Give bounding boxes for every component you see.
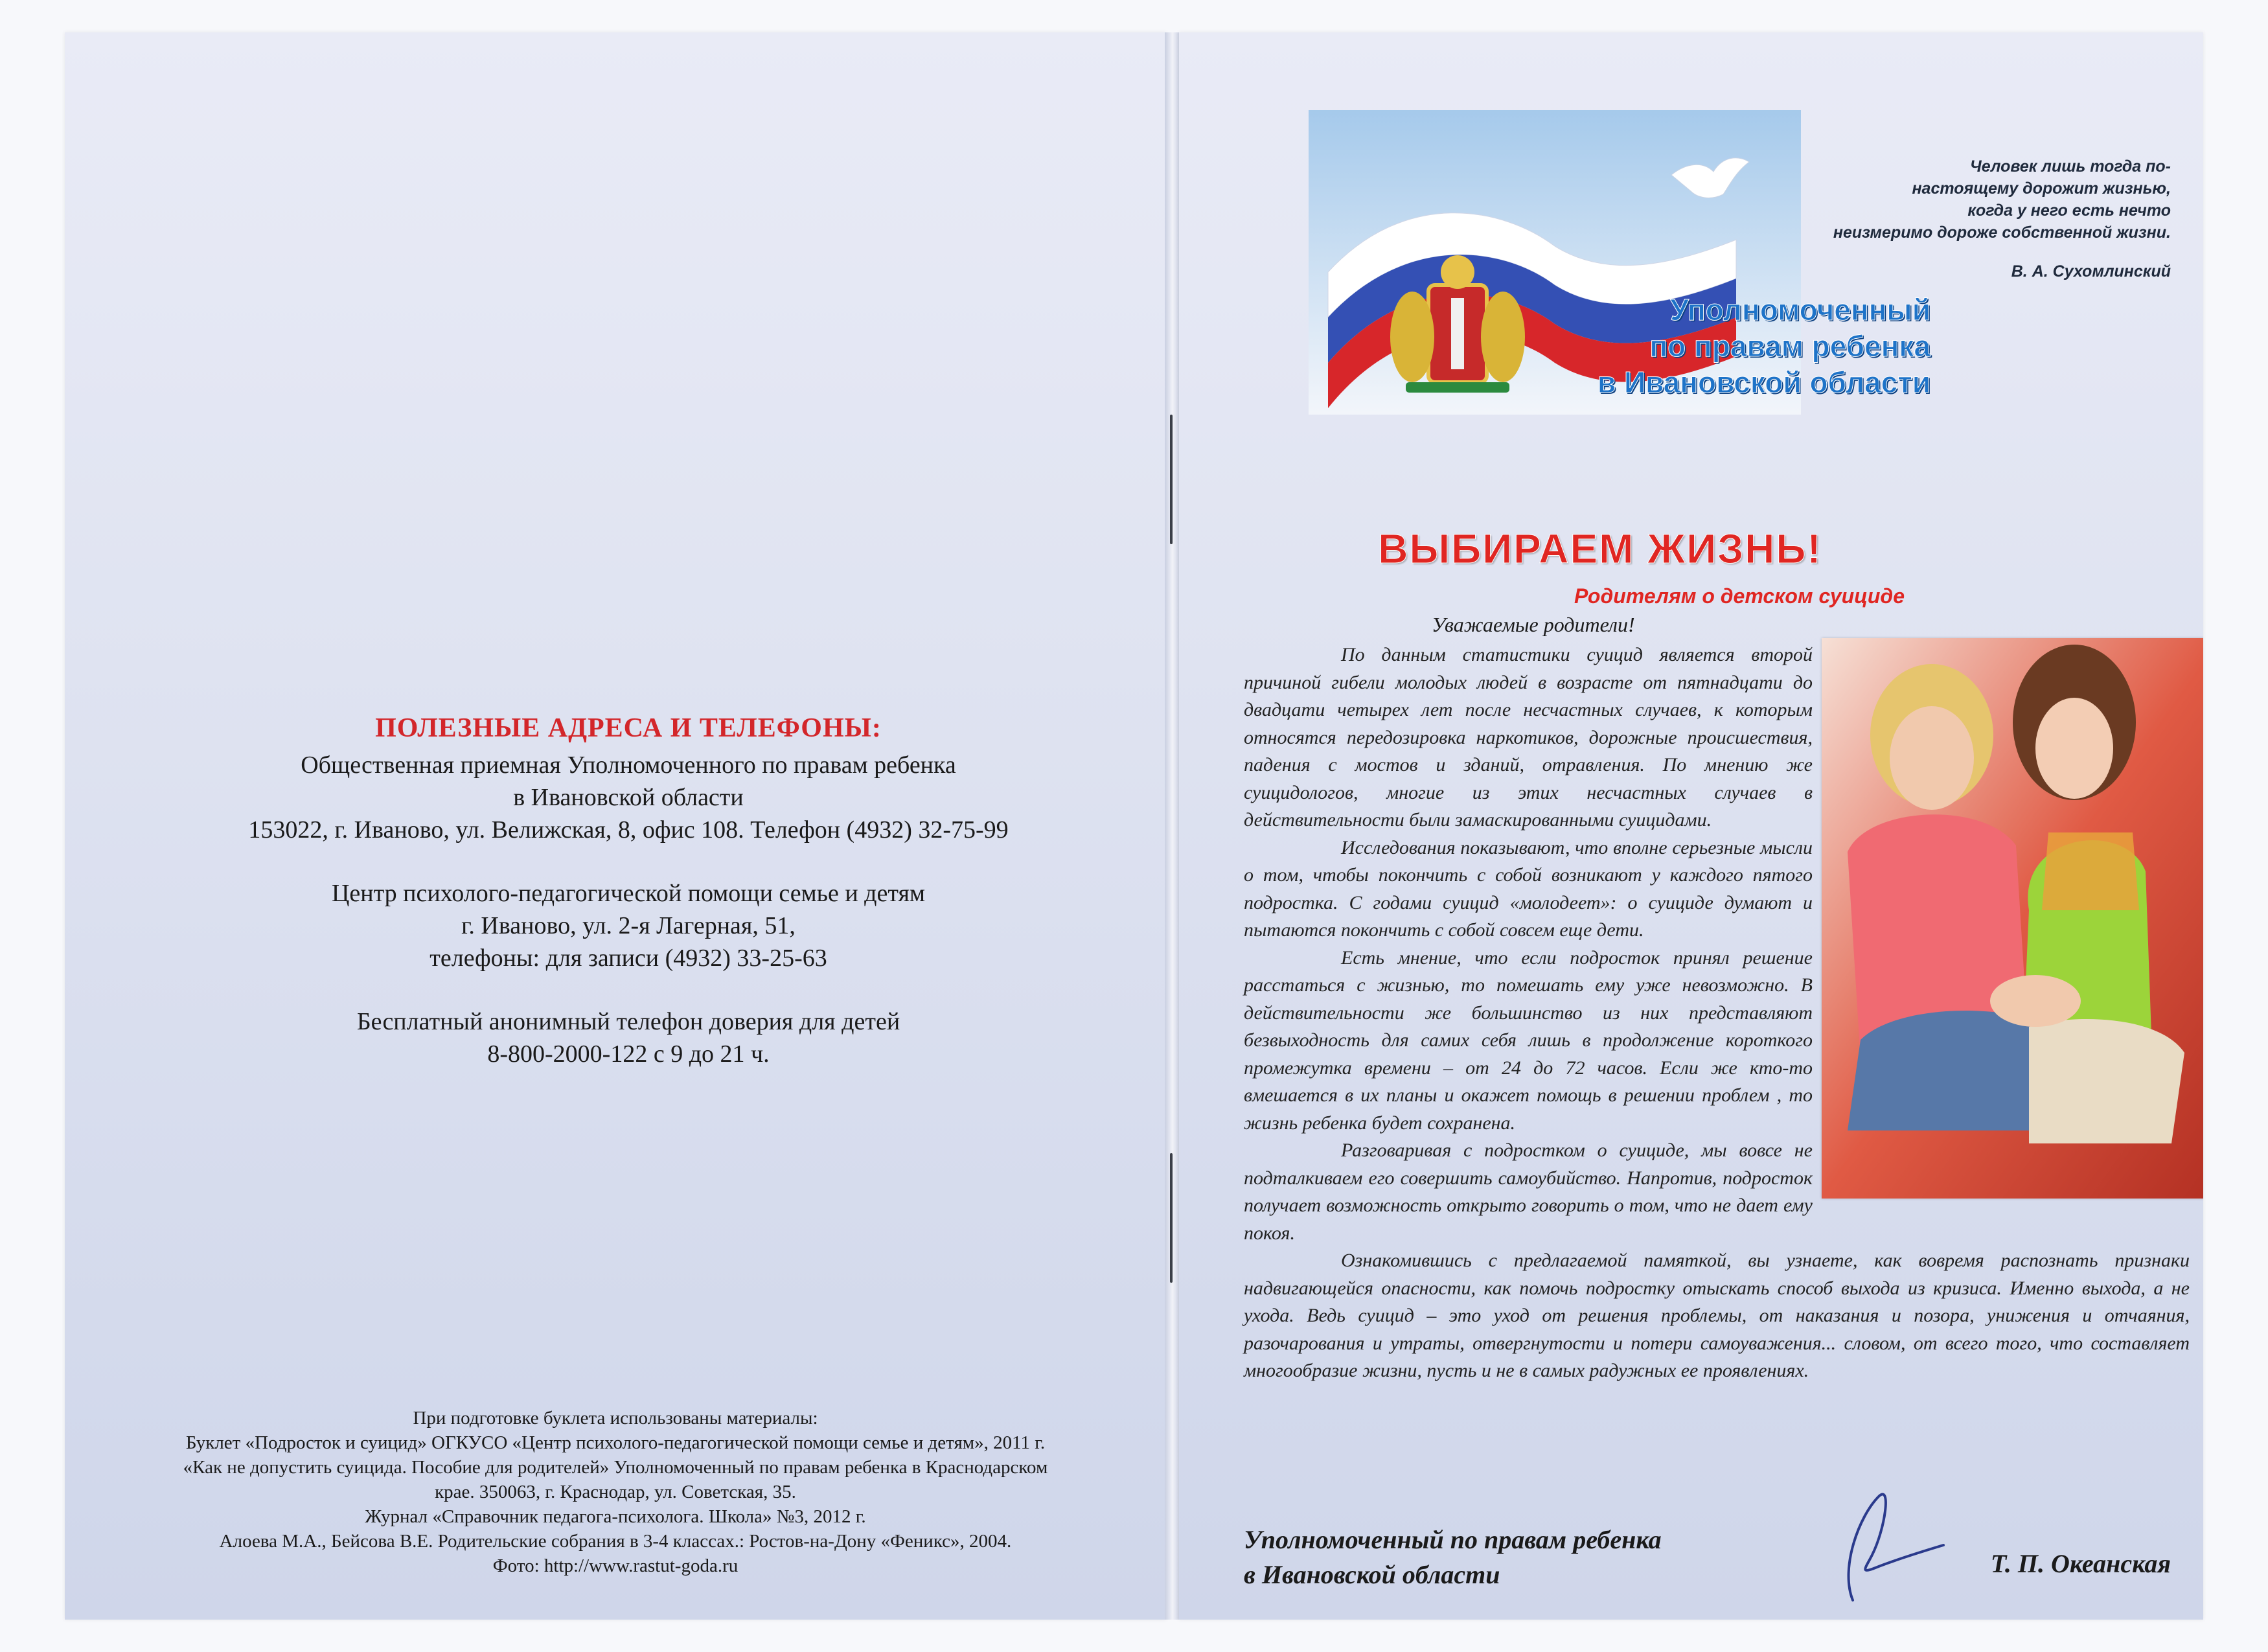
- source-line: Журнал «Справочник педагога-психолога. Школа» №3, 2012 г.: [365, 1506, 866, 1527]
- handwritten-signature-icon: [1814, 1477, 1956, 1607]
- hotline-label: Бесплатный анонимный телефон доверия для детей: [356, 1008, 900, 1035]
- center-name: Центр психолого-педагогической помощи семье и детям: [331, 880, 926, 907]
- banner-title-line: в Ивановской области: [1597, 365, 1930, 399]
- page-title: ВЫБИРАЕМ ЖИЗНЬ!: [1378, 525, 1822, 572]
- signature-organization: [1244, 1522, 1662, 1592]
- staple: [1170, 415, 1173, 544]
- article-body: [1244, 641, 2190, 1385]
- source-line: Фото: http://www.rastut-goda.ru: [492, 1555, 739, 1576]
- greeting: Уважаемые родители!: [1432, 613, 1635, 636]
- source-line: Алоева М.А., Бейсова В.Е. Родительские собрания в 3-4 классах.: Ростов-на-Дону «Феникс», 2004.: [219, 1531, 1012, 1552]
- center-phone: телефоны: для записи (4932) 33-25-63: [430, 945, 827, 972]
- sources-list: [104, 1406, 1127, 1578]
- ombudsman-reception-line2: в Ивановской области: [513, 784, 744, 811]
- source-line: «Как не допустить суицида. Пособие для родителей» Уполномоченный по правам ребенка в Краснодарском: [183, 1457, 1048, 1478]
- article-paragraph: Ознакомившись с предлагаемой памяткой, вы узнаете, как вовремя распознать признаки надвигающейся опасности, как помочь подростку отыскать способ выхода из кризиса. Именно выхода, а не ухода. Ведь суицид – это уход от решения проблемы, от наказания и позора, унижения и отчаяния, разочарования и утраты, отвергнутости и потери самоуважения... словом, от всего того, что составляет многообразие жизни, пусть и не в самых радужных ее проявлениях.: [1244, 1250, 2190, 1381]
- ombudsman-reception-line1: Общественная приемная Уполномоченного по правам ребенка: [301, 751, 956, 779]
- hotline-number: 8-800-2000-122 с 9 до 21 ч.: [487, 1040, 770, 1068]
- left-page: [65, 32, 1166, 1620]
- article-paragraph: Разговаривая с подростком о суициде, мы вовсе не подталкиваем его совершить самоубийство. Напротив, подросток получает возможность открыто говорить о том, что не дает ему покоя.: [1244, 1140, 1813, 1244]
- signature-org-line: в Ивановской области: [1244, 1560, 1500, 1589]
- quote-line: Человек лишь тогда по-: [1970, 157, 2171, 176]
- article-paragraph: По данным статистики суицид является второй причиной гибели молодых людей в возрасте от пятнадцати до двадцати четырех лет после несчастных случаев, к которым относятся передозировка наркотиков, дорожные происшествия, падения с мостов и зданий, отравления. По мнению же суицидологов, многие из этих несчастных случаев в действительности были замаскированными суицидами.: [1244, 644, 1813, 831]
- addresses-title: ПОЛЕЗНЫЕ АДРЕСА И ТЕЛЕФОНЫ:: [375, 713, 882, 743]
- signature-name: Т. П. Океанская: [1990, 1549, 2171, 1578]
- epigraph-quote: [1704, 155, 2171, 282]
- quote-line: когда у него есть нечто: [1967, 201, 2171, 220]
- source-line: При подготовке буклета использованы материалы:: [413, 1408, 818, 1428]
- useful-addresses: [162, 713, 1095, 1070]
- article-paragraph: Есть мнение, что если подросток принял решение расстаться с жизнью, то помешать ему уже невозможно. В действительности же большинство из них представляют безвыходность для самих себя лишь в продолжение короткого промежутка времени – от 24 до 72 часов. Если же кто-то вмешается в их планы и окажет помощь в решении проблем , то жизнь ребенка будет сохранена.: [1244, 946, 1813, 1134]
- banner-title: [1516, 292, 1930, 400]
- quote-line: настоящему дорожит жизнью,: [1912, 179, 2171, 198]
- banner-title-line: Уполномоченный: [1670, 293, 1930, 327]
- page-subtitle: Родителям о детском суициде: [1574, 584, 1905, 608]
- quote-line: неизмеримо дороже собственной жизни.: [1833, 224, 2171, 242]
- signature-org-line: Уполномоченный по правам ребенка: [1244, 1525, 1662, 1554]
- center-address: г. Иваново, ул. 2-я Лагерная, 51,: [461, 912, 796, 939]
- staple: [1170, 1153, 1173, 1283]
- source-line: Буклет «Подросток и суицид» ОГКУСО «Центр психолого-педагогической помощи семье и детям», 2011 г.: [185, 1432, 1046, 1453]
- article-paragraph: Исследования показывают, что вполне серьезные мысли о том, чтобы покончить с собой возникают у каждого пятого подростка. С годами суицид «молодеет»: о суициде думают и пытаются покончить с собой совсем еще дети.: [1244, 836, 1813, 941]
- ombudsman-reception-address: 153022, г. Иваново, ул. Велижская, 8, офис 108. Телефон (4932) 32-75-99: [248, 816, 1009, 843]
- source-line: крае. 350063, г. Краснодар, ул. Советская, 35.: [435, 1482, 796, 1502]
- banner-title-line: по правам ребенка: [1649, 329, 1930, 363]
- quote-author: В. А. Сухомлинский: [2011, 262, 2171, 281]
- right-page: [1179, 32, 2203, 1620]
- booklet-fold: [1165, 32, 1180, 1620]
